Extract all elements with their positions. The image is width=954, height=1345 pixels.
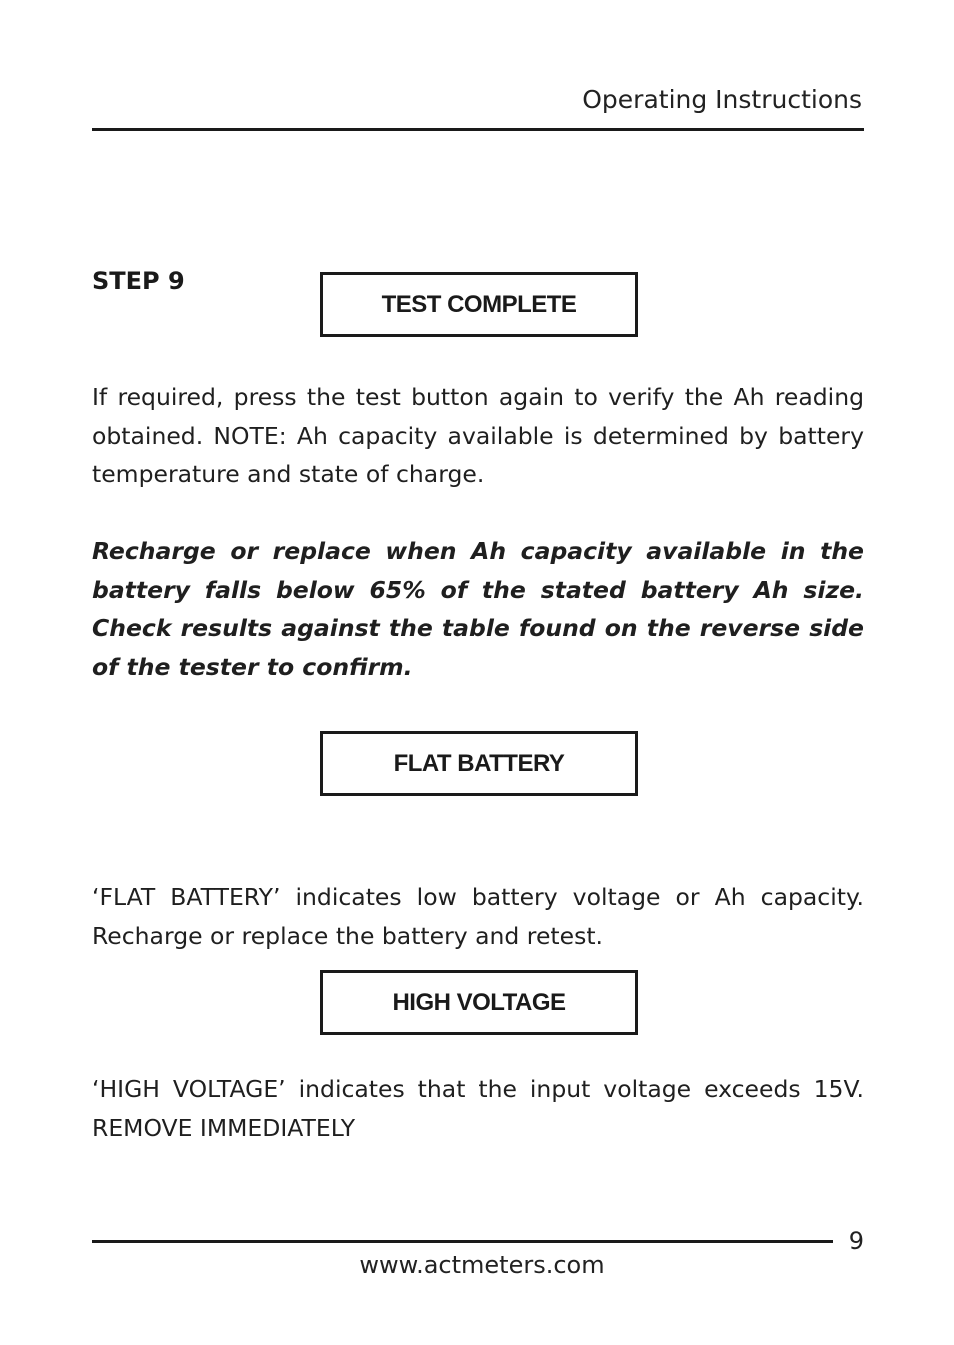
footer-divider (92, 1240, 833, 1243)
flat-battery-paragraph: ‘FLAT BATTERY’ indicates low battery voltage or Ah capacity. Recharge or replace the battery and retest. (92, 883, 864, 950)
display-high-voltage: HIGH VOLTAGE (320, 970, 638, 1035)
recharge-warning-paragraph: Recharge or replace when Ah capacity available in the battery falls below 65% of the stated battery Ah size. Check results against the table found on the reverse side of the tester to confirm. (92, 537, 864, 681)
step-label: STEP 9 (92, 267, 185, 295)
header-divider (92, 128, 864, 131)
high-voltage-paragraph: ‘HIGH VOLTAGE’ indicates that the input voltage exceeds 15V. REMOVE IMMEDIATELY (92, 1075, 864, 1142)
display-flat-battery: FLAT BATTERY (320, 731, 638, 796)
display-test-complete: TEST COMPLETE (320, 272, 638, 337)
verify-paragraph: If required, press the test button again to verify the Ah reading obtained. NOTE: Ah capacity available is determined by battery temperature and state of charge. (92, 383, 864, 488)
footer-url: www.actmeters.com (359, 1251, 605, 1279)
header-title: Operating Instructions (582, 85, 862, 114)
page-number: 9 (848, 1227, 864, 1255)
